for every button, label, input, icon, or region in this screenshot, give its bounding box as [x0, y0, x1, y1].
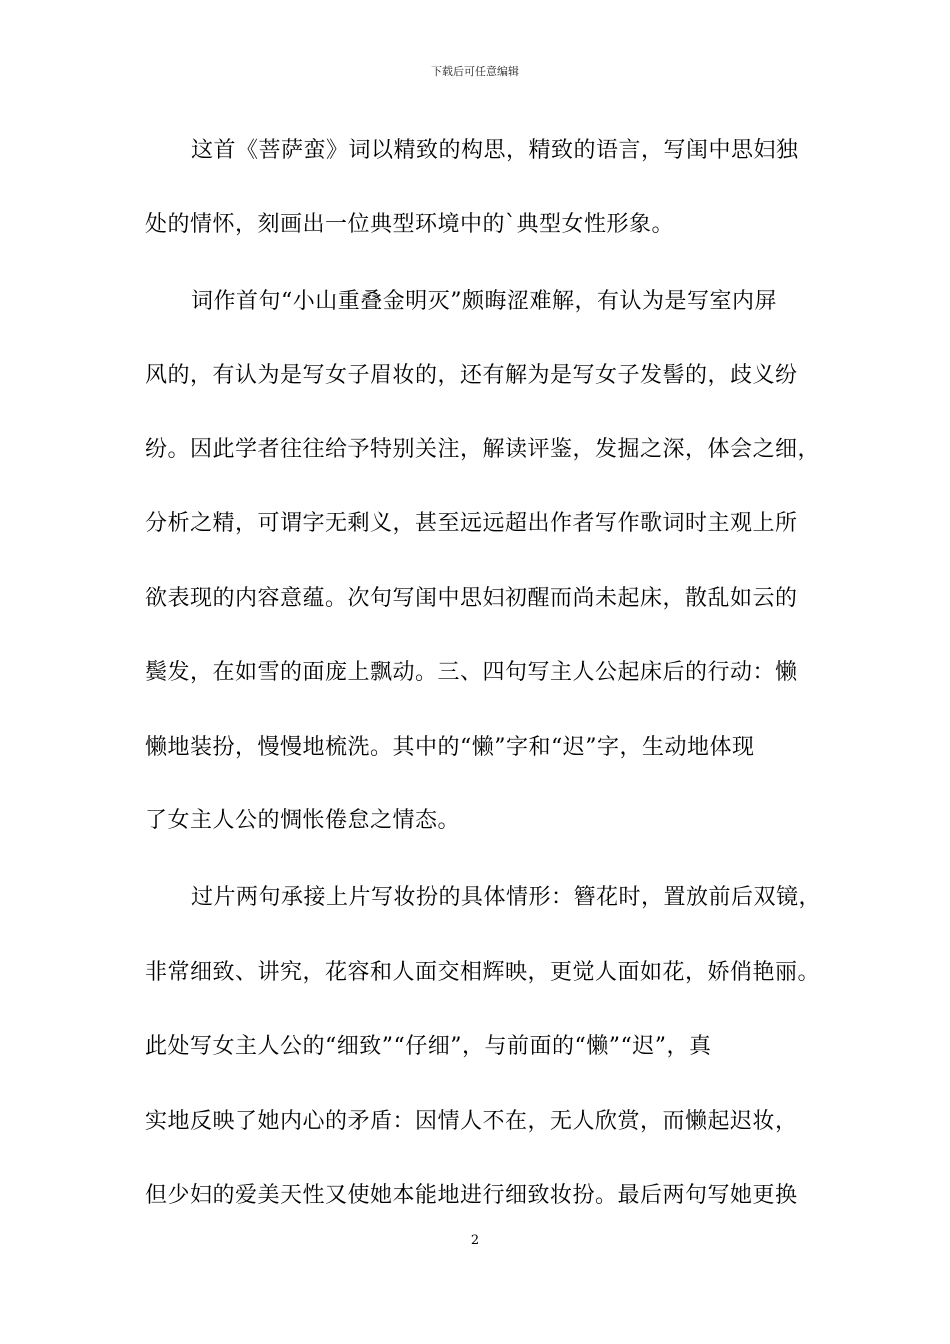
paragraph-2-line-7: 懒地装扮，慢慢地梳洗。其中的“懒”字和“迟”字，生动地体现: [145, 735, 755, 760]
paragraph-2-line-5: 欲表现的内容意蕴。次句写闺中思妇初醒而尚未起床，散乱如云的: [145, 586, 798, 611]
paragraph-3-line-5: 但少妇的爱美天性又使她本能地进行细致妆扮。最后两句写她更换: [145, 1183, 798, 1208]
paragraph-2-line-6: 鬓发，在如雪的面庞上飘动。三、四句写主人公起床后的行动：懒: [145, 660, 798, 685]
paragraph-2-line-1: 词作首句“小山重叠金明灭”颇晦涩难解，有认为是写室内屏: [191, 289, 777, 314]
paragraph-3-line-1: 过片两句承接上片写妆扮的具体情形：簪花时，置放前后双镜，: [191, 885, 822, 910]
paragraph-3-line-2: 非常细致、讲究，花容和人面交相辉映，更觉人面如花，娇俏艳丽。: [145, 960, 821, 985]
page-header: 下载后可任意编辑: [431, 65, 519, 78]
paragraph-1-line-1: 这首《菩萨蛮》词以精致的构思，精致的语言，写闺中思妇独: [191, 138, 799, 163]
paragraph-2-line-3: 纷。因此学者往往给予特别关注，解读评鉴，发掘之深，体会之细，: [145, 437, 821, 462]
paragraph-2-line-2: 风的，有认为是写女子眉妆的，还有解为是写女子发髻的，歧义纷: [145, 363, 798, 388]
page-number: 2: [470, 1233, 480, 1248]
paragraph-2-line-8: 了女主人公的惆怅倦怠之情态。: [145, 808, 461, 833]
paragraph-2-line-4: 分析之精，可谓字无剩义，甚至远远超出作者写作歌词时主观上所: [145, 511, 798, 536]
paragraph-3-line-4: 实地反映了她内心的矛盾：因情人不在，无人欣赏，而懒起迟妆，: [145, 1109, 798, 1134]
paragraph-3-line-3: 此处写女主人公的“细致”“仔细”，与前面的“懒”“迟”，真: [145, 1034, 712, 1059]
paragraph-1-line-2: 处的情怀，刻画出一位典型环境中的`典型女性形象。: [145, 212, 675, 237]
